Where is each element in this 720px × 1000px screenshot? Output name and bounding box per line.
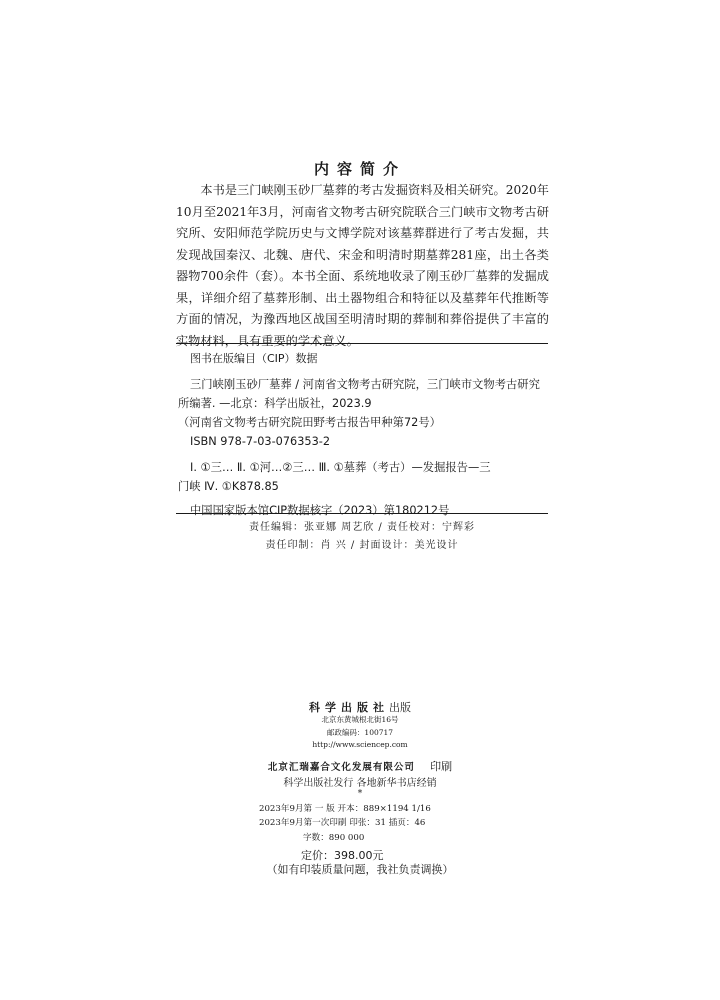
publisher-address: 北京东黄城根北街16号	[321, 715, 399, 724]
quality-notice: （如有印装质量问题，我社负责调换）	[266, 863, 454, 876]
printing-line: 2023年9月第一次印刷 印张：31 插页：46	[259, 818, 426, 828]
summary-title: 内容简介	[313, 160, 406, 178]
colophon-divider: *	[357, 789, 363, 799]
publisher-name: 科学出版社	[309, 701, 389, 714]
distribution-line: 科学出版社发行 各地新华书店经销	[283, 778, 437, 789]
edition-line: 2023年9月第 一 版 开本：889×1194 1/16	[259, 804, 431, 814]
cip-classification: Ⅰ. ①三… Ⅱ. ①河…②三… Ⅲ. ①墓葬（考古）—发掘报告—三	[190, 461, 491, 474]
printer-name: 北京汇瑞嘉合文化发展有限公司	[267, 762, 415, 773]
printer-action: 印刷	[430, 760, 453, 773]
credits-line-2: 责任印制：肖 兴 / 封面设计：美光设计	[265, 540, 459, 551]
publisher-action: 出版	[389, 701, 411, 714]
cip-classification-2: 门峡 Ⅳ. ①K878.85	[178, 480, 279, 493]
publisher-line	[0, 696, 720, 715]
cip-bottom-rule	[176, 513, 548, 514]
credits-line-1: 责任编辑：张亚娜 周艺欣 / 责任校对：宁辉彩	[249, 522, 475, 533]
summary-paragraph: 本书是三门峡刚玉砂厂墓葬的考古发掘资料及相关研究。2020年10月至2021年3月，河南省文物考古研究院联合三门峡市文物考古研究所、安阳师范学院历史与文博学院对该墓葬群进行了考古发掘，共发现战国秦汉、北魏、唐代、宋金和明清时期墓葬281座，出土各类器物700余件（套）。本书全面、系统地收录了刚玉砂厂墓葬的发掘成果，详细介绍了墓葬形制、出土器物组合和特征以及墓葬年代推断等方面的情况，为豫西地区战国至明清时期的葬制和葬俗提供了丰富的实物材料，具有重要的学术意义。	[176, 183, 549, 348]
printer-line	[0, 755, 720, 774]
publisher-postcode: 邮政编码：100717	[326, 728, 394, 737]
cip-library-number: 中国国家版本馆CIP数据核字（2023）第180212号	[190, 504, 450, 517]
cip-heading: 图书在版编目（CIP）数据	[190, 352, 318, 365]
cip-top-rule	[176, 343, 548, 344]
publisher-website: http://www.sciencep.com	[312, 740, 408, 749]
price: 定价：398.00元	[301, 849, 384, 862]
cip-series: （河南省文物考古研究院田野考古报告甲种第72号）	[178, 416, 441, 429]
cip-isbn: ISBN 978-7-03-076353-2	[190, 435, 331, 448]
cip-title-line: 三门峡刚玉砂厂墓葬 / 河南省文物考古研究院，三门峡市文物考古研究	[190, 378, 540, 391]
word-count: 字数：890 000	[303, 833, 365, 843]
summary-section	[176, 180, 549, 352]
cip-title-line-2: 所编著. —北京：科学出版社，2023.9	[178, 397, 372, 410]
cip-block	[176, 375, 546, 520]
